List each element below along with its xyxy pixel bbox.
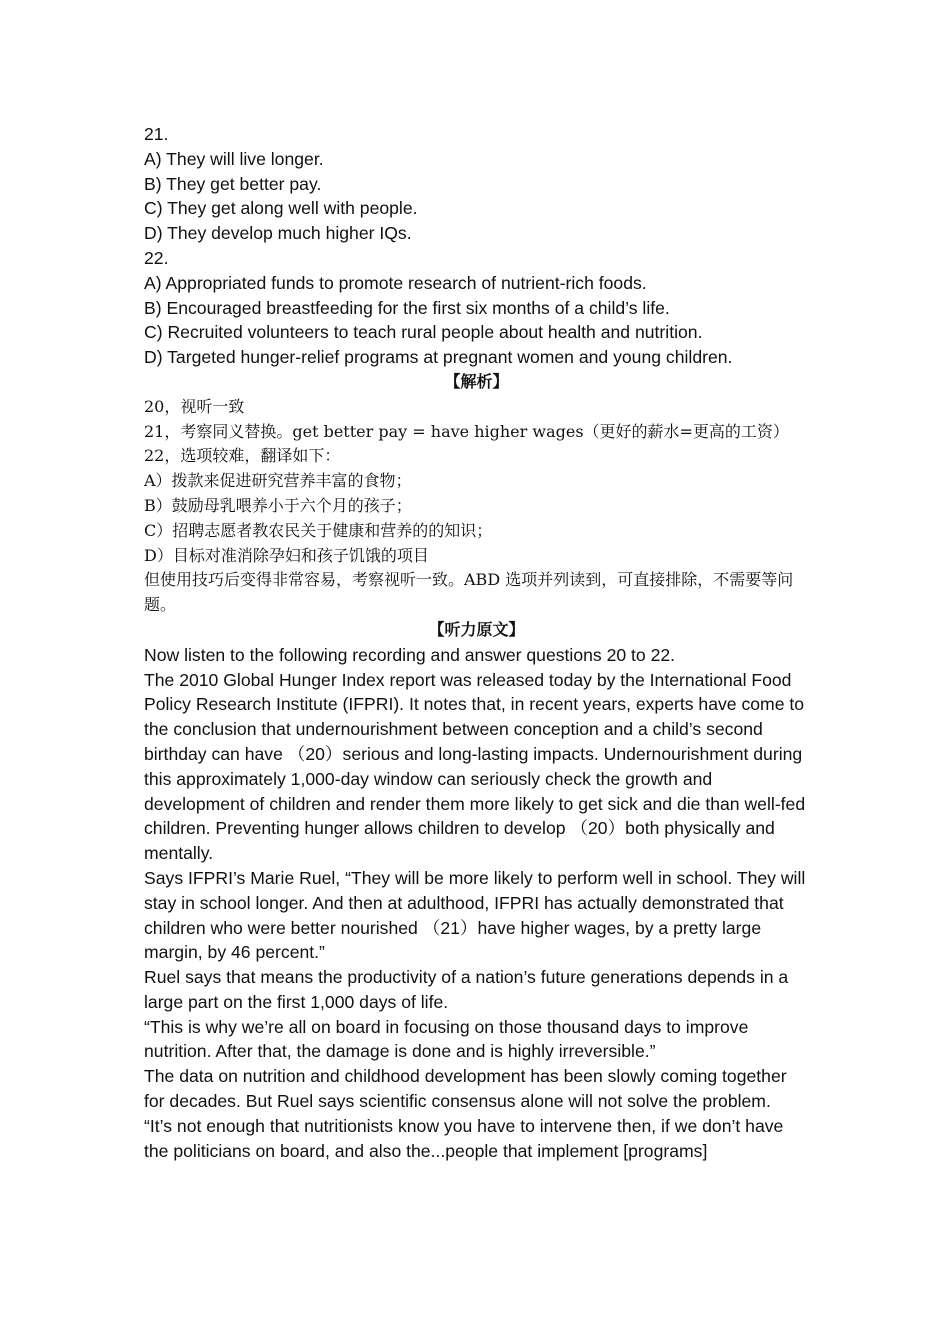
analysis-line: 22，选项较难，翻译如下：	[144, 446, 341, 466]
question-number: 22.	[144, 247, 169, 268]
answer-option: D) Targeted hunger-relief programs at pregnant women and young children.	[144, 347, 733, 368]
analysis-line: B）鼓励母乳喂养小于六个月的孩子；	[144, 495, 412, 515]
analysis-line: 但使用技巧后变得非常容易，考察视听一致。ABD 选项并列读到，可直接排除，不需要等问题。	[144, 570, 794, 615]
question-22	[144, 246, 809, 370]
analysis-line: D）目标对准消除孕妇和孩子饥饿的项目	[144, 545, 429, 565]
transcript-paragraph: Now listen to the following recording and answer questions 20 to 22.	[144, 644, 676, 665]
answer-option: A) They will live longer.	[144, 148, 324, 169]
answer-option: D) They develop much higher IQs.	[144, 223, 412, 244]
answer-option: C) They get along well with people.	[144, 198, 418, 219]
transcript-paragraph: Ruel says that means the productivity of a nation’s future generations depends in a large part on the first 1,000 days of life.	[144, 967, 789, 1012]
analysis-line: A）拨款来促进研究营养丰富的食物；	[144, 471, 412, 491]
question-number: 21.	[144, 124, 169, 144]
document-page	[144, 122, 809, 1163]
answer-option: C) Recruited volunteers to teach rural people about health and nutrition.	[144, 322, 703, 343]
transcript-section	[144, 618, 809, 1164]
analysis-section	[144, 370, 809, 618]
analysis-line: 21，考察同义替换。get better pay = have higher wages（更好的薪水=更高的工资）	[144, 421, 789, 441]
transcript-paragraph: “It’s not enough that nutritionists know you have to intervene then, if we don’t have the politicians on board, and also the...people that implement [programs]	[144, 1115, 784, 1161]
transcript-paragraph: “This is why we’re all on board in focusing on those thousand days to improve nutrition. After that, the damage is done and is highly irreversible.”	[144, 1016, 749, 1062]
answer-option: A) Appropriated funds to promote research of nutrient-rich foods.	[144, 272, 647, 293]
question-21	[144, 122, 809, 246]
transcript-paragraph: Says IFPRI’s Marie Ruel, “They will be more likely to perform well in school. They will stay in school longer. And then at adulthood, IFPRI has actually demonstrated that children who were better nourished （21）have higher wages, by a pretty large margin, by 46 percent.”	[144, 867, 806, 963]
analysis-line: C）招聘志愿者教农民关于健康和营养的的知识；	[144, 520, 493, 540]
analysis-line: 20，视听一致	[144, 396, 245, 416]
transcript-paragraph: The data on nutrition and childhood development has been slowly coming together for decades. But Ruel says scientific consensus alone will not solve the problem.	[144, 1066, 787, 1112]
transcript-heading: 【听力原文】	[428, 619, 525, 639]
answer-option: B) Encouraged breastfeeding for the first six months of a child’s life.	[144, 297, 670, 318]
answer-option: B) They get better pay.	[144, 173, 322, 194]
analysis-heading: 【解析】	[444, 371, 509, 391]
transcript-paragraph: The 2010 Global Hunger Index report was released today by the International Food Policy Research Institute (IFPRI). It notes that, in recent years, experts have come to the conclusion that undernourishment between conception and a child’s second birthday can have （20）serious and long-lasting impacts. Undernourishment during this approximately 1,000-day window can seriously check the growth and development of children and render them more likely to get sick and die than well-fed children. Preventing hunger allows children to develop （20）both physically and mentally.	[144, 669, 806, 864]
